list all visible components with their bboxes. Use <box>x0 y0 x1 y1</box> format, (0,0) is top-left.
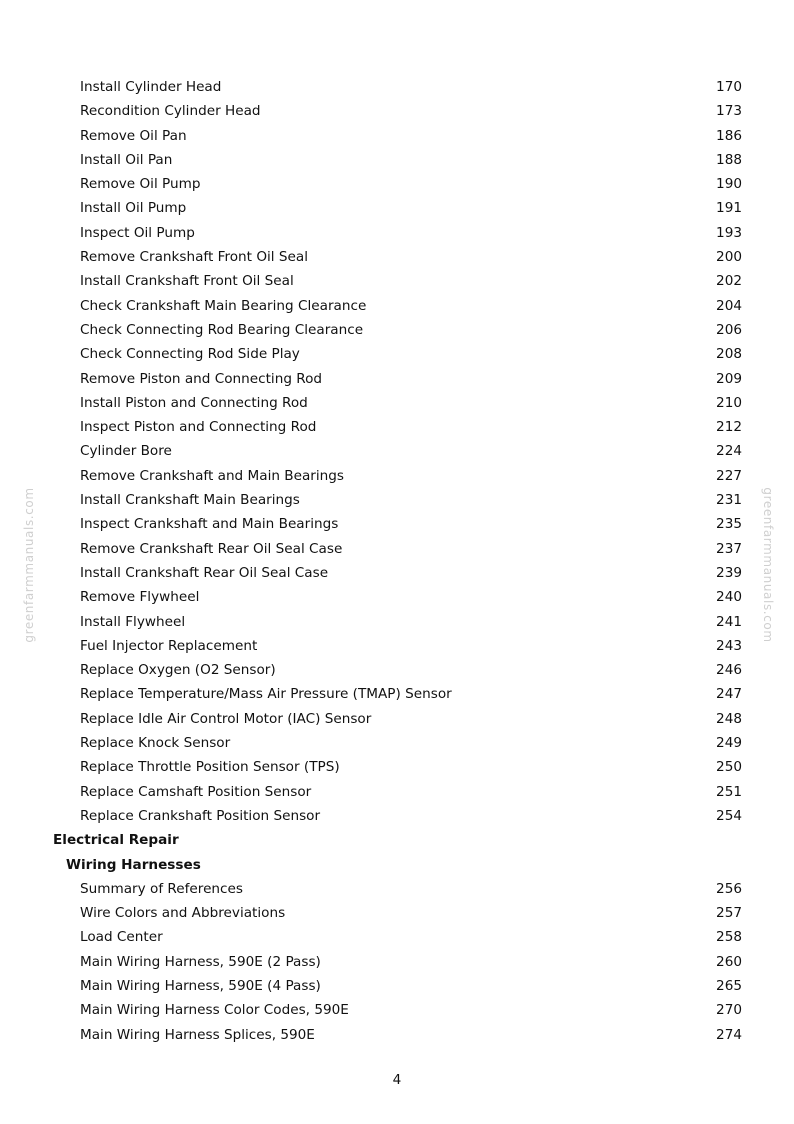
toc-entry[interactable] <box>0 512 794 536</box>
toc-entry-label: Remove Flywheel <box>80 589 200 606</box>
toc-entry-page: 188 <box>716 151 742 168</box>
toc-entry-label: Inspect Piston and Connecting Rod <box>80 419 317 436</box>
toc-entry-page: 257 <box>716 905 742 922</box>
toc-entry-label: Main Wiring Harness Color Codes, 590E <box>80 1002 349 1019</box>
toc-entry-page: 243 <box>716 637 742 654</box>
toc-entry-label: Inspect Crankshaft and Main Bearings <box>80 516 339 533</box>
toc-entry[interactable] <box>0 439 794 463</box>
watermark-right: greenfarmmanuals.com <box>761 487 775 643</box>
toc-entry[interactable] <box>0 294 794 318</box>
toc-section-label: Electrical Repair <box>53 832 179 849</box>
toc-entry[interactable] <box>0 488 794 512</box>
toc-entry-page: 224 <box>716 443 742 460</box>
toc-entry[interactable] <box>0 537 794 561</box>
toc-entry-label: Load Center <box>80 929 163 946</box>
toc-entry[interactable] <box>0 221 794 245</box>
toc-entry-page: 209 <box>716 370 742 387</box>
toc-entry-page: 258 <box>716 929 742 946</box>
toc-entry-label: Main Wiring Harness, 590E (4 Pass) <box>80 977 321 994</box>
toc-entry-label: Inspect Oil Pump <box>80 224 195 241</box>
toc-entry[interactable] <box>0 585 794 609</box>
toc-entry-page: 254 <box>716 807 742 824</box>
toc-entry-label: Cylinder Bore <box>80 443 172 460</box>
toc-entry[interactable] <box>0 804 794 828</box>
toc-entry-label: Remove Crankshaft Rear Oil Seal Case <box>80 540 343 557</box>
toc-entry[interactable] <box>0 172 794 196</box>
watermark-left: greenfarmmanuals.com <box>22 487 36 643</box>
toc-entry[interactable] <box>0 75 794 99</box>
toc-entry-label: Remove Oil Pan <box>80 127 187 144</box>
toc-entry-label: Replace Crankshaft Position Sensor <box>80 807 321 824</box>
toc-entry[interactable] <box>0 245 794 269</box>
toc-entry-page: 191 <box>716 200 742 217</box>
toc-entry-page: 170 <box>716 79 742 95</box>
toc-entry-page: 249 <box>716 735 742 752</box>
toc-entry[interactable] <box>0 682 794 706</box>
toc-entry[interactable] <box>0 415 794 439</box>
toc-entry-page: 251 <box>716 783 742 800</box>
toc-entry-page: 241 <box>716 613 742 630</box>
toc-entry-label: Main Wiring Harness Splices, 590E <box>80 1026 315 1043</box>
toc-entry[interactable] <box>0 634 794 658</box>
toc-entry-page: 246 <box>716 662 742 679</box>
toc-entry-page: 270 <box>716 1002 742 1019</box>
toc-entry[interactable] <box>0 950 794 974</box>
toc-entry-label: Install Crankshaft Front Oil Seal <box>80 273 294 290</box>
toc-entry-page: 256 <box>716 880 742 897</box>
toc-entry-label: Check Connecting Rod Bearing Clearance <box>80 321 364 338</box>
toc-entry-page: 190 <box>716 176 742 193</box>
toc-entry-label: Replace Knock Sensor <box>80 735 231 752</box>
toc-entry-label: Replace Temperature/Mass Air Pressure (TMAP) Sensor <box>80 686 452 703</box>
toc-entry[interactable] <box>0 148 794 172</box>
toc-entry[interactable] <box>0 998 794 1022</box>
toc-entry-label: Install Oil Pan <box>80 151 173 168</box>
toc-entry-label: Summary of References <box>80 880 243 897</box>
toc-entry-label: Replace Idle Air Control Motor (IAC) Sensor <box>80 710 372 727</box>
toc-entry-label: Recondition Cylinder Head <box>80 103 261 120</box>
toc-entry[interactable] <box>0 731 794 755</box>
toc-entry-page: 200 <box>716 249 742 266</box>
toc-entry-page: 250 <box>716 759 742 776</box>
toc-entry-label: Remove Crankshaft Front Oil Seal <box>80 249 308 266</box>
toc-entry[interactable] <box>0 755 794 779</box>
toc-entry-label: Install Oil Pump <box>80 200 187 217</box>
toc-entry-label: Check Connecting Rod Side Play <box>80 346 300 363</box>
toc-entry-page: 204 <box>716 297 742 314</box>
toc-entry-label: Remove Piston and Connecting Rod <box>80 370 323 387</box>
toc-entry[interactable] <box>0 610 794 634</box>
toc-entry-label: Install Crankshaft Main Bearings <box>80 492 300 509</box>
toc-entry-page: 173 <box>716 103 742 120</box>
toc-entry-page: 235 <box>716 516 742 533</box>
toc-entry-label: Install Flywheel <box>80 613 186 630</box>
toc-entry[interactable] <box>0 877 794 901</box>
toc-entry[interactable] <box>0 196 794 220</box>
toc-entry-page: 247 <box>716 686 742 703</box>
toc-entry[interactable] <box>0 901 794 925</box>
toc-entry-page: 265 <box>716 977 742 994</box>
toc-entry[interactable] <box>0 124 794 148</box>
toc-entry-label: Remove Crankshaft and Main Bearings <box>80 467 344 484</box>
toc-entry-label: Remove Oil Pump <box>80 176 201 193</box>
toc-entry[interactable] <box>0 342 794 366</box>
toc-entry-label: Replace Oxygen (O2 Sensor) <box>80 662 276 679</box>
toc-entry-label: Replace Camshaft Position Sensor <box>80 783 312 800</box>
toc-entry[interactable] <box>0 269 794 293</box>
toc-entry[interactable] <box>0 707 794 731</box>
toc-entry-label: Install Crankshaft Rear Oil Seal Case <box>80 564 329 581</box>
toc-entry-page: 239 <box>716 564 742 581</box>
toc-entry[interactable] <box>0 974 794 998</box>
toc-entry-page: 240 <box>716 589 742 606</box>
toc-entry[interactable] <box>0 780 794 804</box>
toc-entry-label: Fuel Injector Replacement <box>80 637 258 654</box>
toc-section-heading[interactable] <box>0 828 794 852</box>
toc-entry-label: Replace Throttle Position Sensor (TPS) <box>80 759 340 776</box>
toc-entry[interactable] <box>0 99 794 123</box>
toc-entry-page: 237 <box>716 540 742 557</box>
toc-entry-page: 210 <box>716 394 742 411</box>
toc-entry-page: 202 <box>716 273 742 290</box>
toc-entry-label: Check Crankshaft Main Bearing Clearance <box>80 297 367 314</box>
page-number: 4 <box>392 1072 402 1088</box>
toc-entry-page: 260 <box>716 953 742 970</box>
toc-entry-page: 212 <box>716 419 742 436</box>
toc-entry-page: 206 <box>716 321 742 338</box>
toc-entry-page: 208 <box>716 346 742 363</box>
toc-entry-page: 248 <box>716 710 742 727</box>
toc-entry-page: 231 <box>716 492 742 509</box>
toc-entry-label: Main Wiring Harness, 590E (2 Pass) <box>80 953 321 970</box>
toc-entry[interactable] <box>0 1023 794 1047</box>
toc-entry[interactable] <box>0 925 794 949</box>
toc-entry-page: 193 <box>716 224 742 241</box>
toc-entry-page: 227 <box>716 467 742 484</box>
toc-entry-label: Install Piston and Connecting Rod <box>80 394 308 411</box>
toc-entry[interactable] <box>0 367 794 391</box>
toc-subsection-label: Wiring Harnesses <box>66 856 201 873</box>
toc-entry-label: Install Cylinder Head <box>80 79 222 95</box>
toc-subsection-heading[interactable] <box>0 853 794 877</box>
toc-entry[interactable] <box>0 391 794 415</box>
toc-entry-page: 186 <box>716 127 742 144</box>
toc-entry[interactable] <box>0 464 794 488</box>
toc-entry[interactable] <box>0 658 794 682</box>
toc-entry-page: 274 <box>716 1026 742 1043</box>
toc-entry[interactable] <box>0 561 794 585</box>
toc-entry-label: Wire Colors and Abbreviations <box>80 905 286 922</box>
table-of-contents <box>0 75 794 1047</box>
toc-entry[interactable] <box>0 318 794 342</box>
